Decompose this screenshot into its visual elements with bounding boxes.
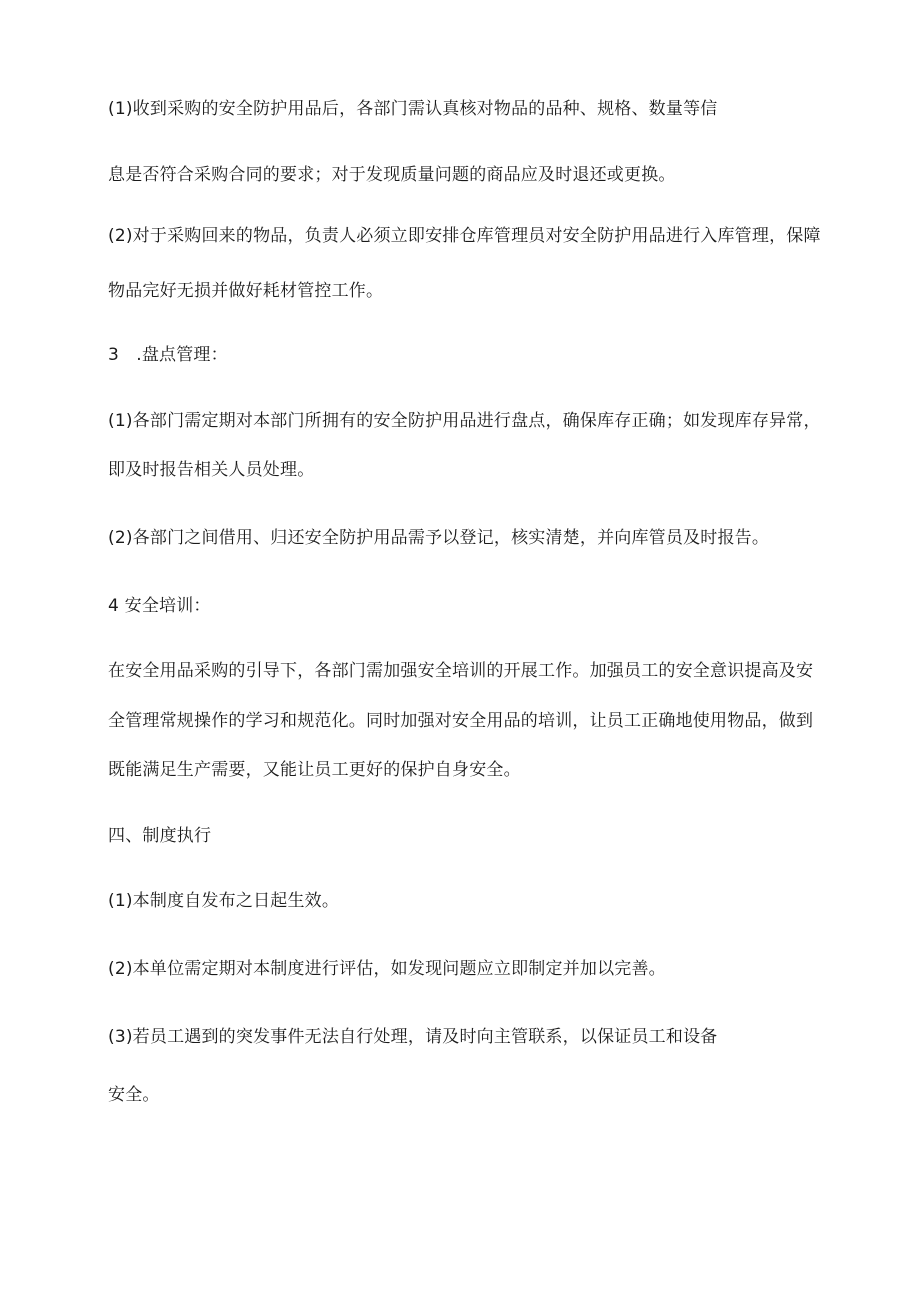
text-line: (1)各部门需定期对本部门所拥有的安全防护用品进行盘点，确保库存正确；如发现库存异常， bbox=[108, 411, 821, 431]
text-line: (2)各部门之间借用、归还安全防护用品需予以登记，核实清楚，并向库管员及时报告。 bbox=[108, 528, 770, 548]
text-line: 即及时报告相关人员处理。 bbox=[108, 460, 315, 480]
text-line: 全管理常规操作的学习和规范化。同时加强对安全用品的培训，让员工正确地使用物品，做到 bbox=[108, 711, 814, 731]
text-line: (2)本单位需定期对本制度进行评估，如发现问题应立即制定并加以完善。 bbox=[108, 959, 666, 979]
text-line: (1)收到采购的安全防护用品后，各部门需认真核对物品的品种、规格、数量等信 bbox=[108, 99, 718, 119]
text-line: (3)若员工遇到的突发事件无法自行处理，请及时向主管联系，以保证员工和设备 bbox=[108, 1027, 718, 1047]
text-line: (2)对于采购回来的物品，负责人必须立即安排仓库管理员对安全防护用品进行入库管理，保障 bbox=[108, 226, 821, 246]
text-line: 既能满足生产需要，又能让员工更好的保护自身安全。 bbox=[108, 760, 521, 780]
text-line: (1)本制度自发布之日起生效。 bbox=[108, 891, 340, 911]
section-heading: 四、制度执行 bbox=[108, 826, 212, 846]
text-line: 安全。 bbox=[108, 1085, 160, 1105]
text-line: 息是否符合采购合同的要求；对于发现质量问题的商品应及时退还或更换。 bbox=[108, 165, 676, 185]
section-heading: 4 安全培训： bbox=[108, 596, 211, 616]
text-line: 物品完好无损并做好耗材管控工作。 bbox=[108, 281, 384, 301]
text-line: 在安全用品采购的引导下，各部门需加强安全培训的开展工作。加强员工的安全意识提高及安 bbox=[108, 661, 814, 681]
section-heading: 3 .盘点管理： bbox=[108, 345, 228, 365]
